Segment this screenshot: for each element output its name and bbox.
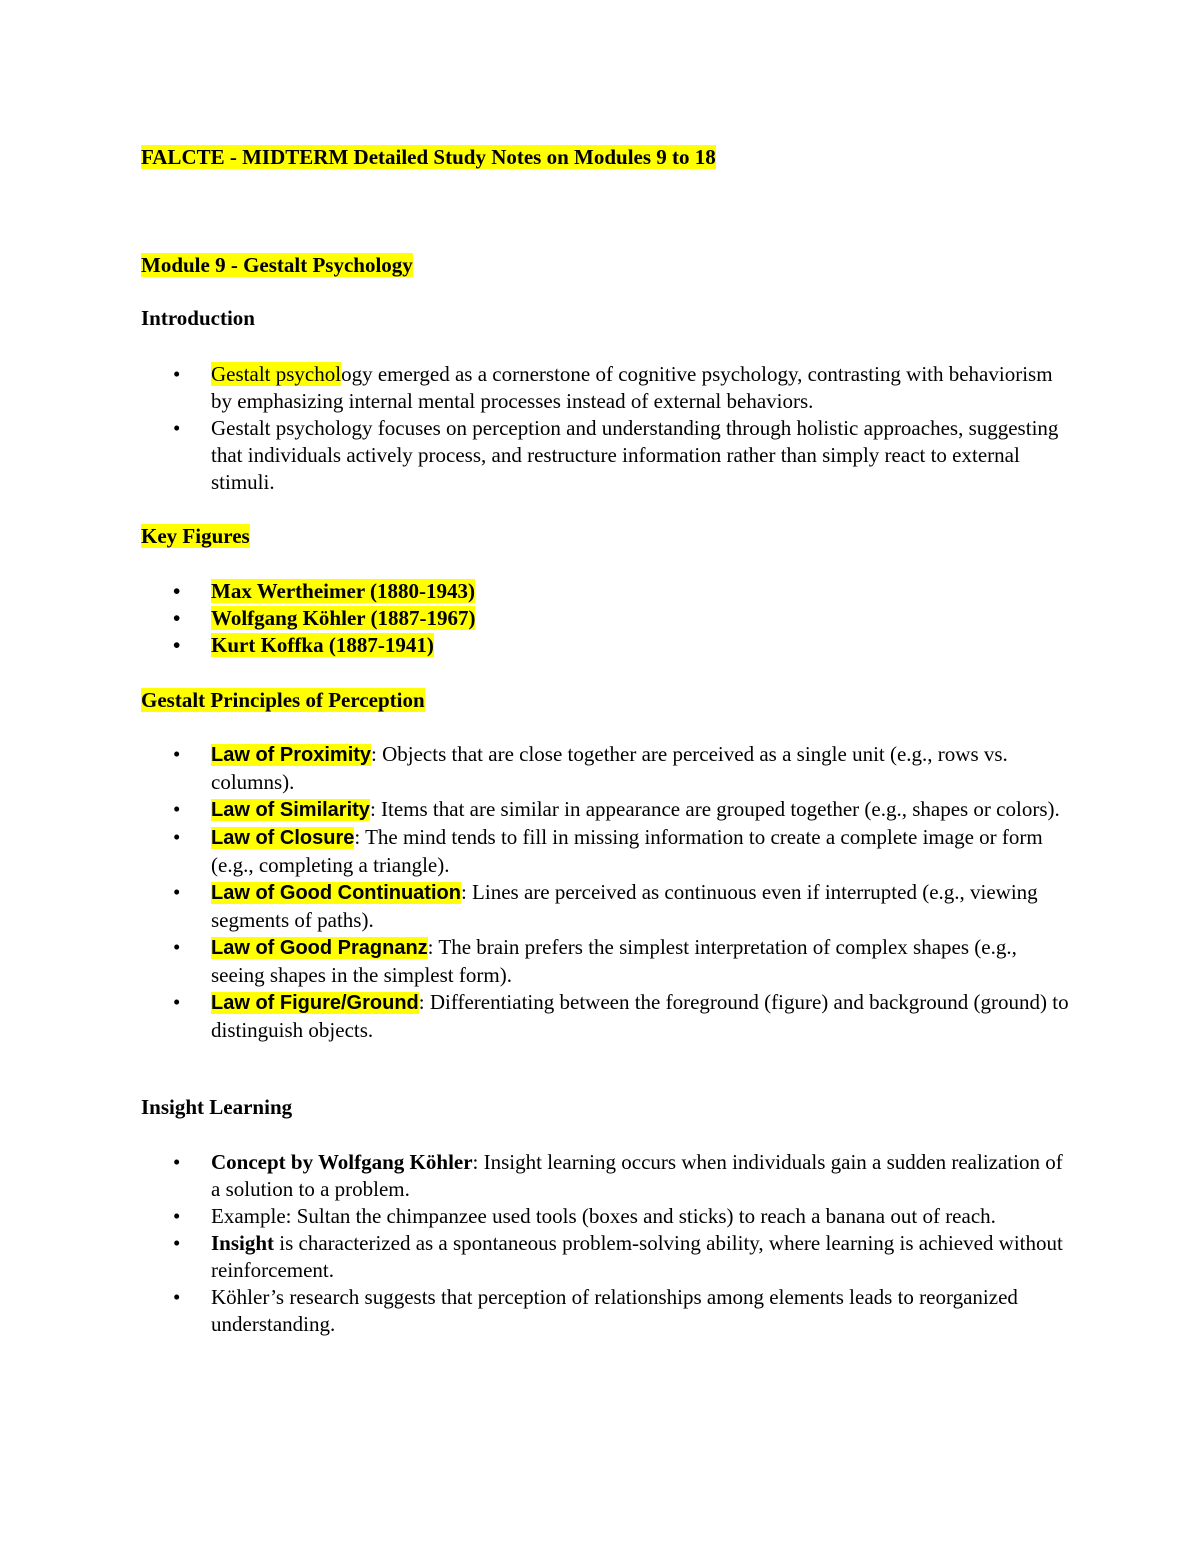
list-item: • Max Wertheimer (1880-1943) xyxy=(173,579,475,603)
key-figures-heading: Key Figures xyxy=(141,524,250,548)
bullet-icon: • xyxy=(173,990,181,1014)
intro-list xyxy=(141,361,1071,496)
insight-heading: Insight Learning xyxy=(141,1095,293,1119)
key-figures-list xyxy=(141,578,1071,659)
list-item: • Law of Similarity: Items that are similar in appearance are grouped together (e.g., shapes or colors). xyxy=(173,797,1060,821)
bullet-icon: • xyxy=(173,880,181,904)
list-item: • Wolfgang Köhler (1887-1967) xyxy=(173,606,476,630)
bullet-icon: • xyxy=(173,1150,181,1174)
principles-list xyxy=(141,741,1071,1044)
list-item: • Law of Good Continuation: Lines are perceived as continuous even if interrupted (e.g., viewing segments of paths). xyxy=(173,880,1038,932)
list-item: • Köhler’s research suggests that perception of relationships among elements leads to reorganized understanding. xyxy=(173,1285,1018,1336)
list-item: • Kurt Koffka (1887-1941) xyxy=(173,633,434,657)
list-item: • Law of Good Pragnanz: The brain prefers the simplest interpretation of complex shapes (e.g., seeing shapes in the simplest form). xyxy=(173,935,1017,987)
list-item: • Insight is characterized as a spontaneous problem-solving ability, where learning is achieved without reinforcement. xyxy=(173,1231,1063,1282)
bullet-icon: • xyxy=(173,742,181,766)
document-title: FALCTE - MIDTERM Detailed Study Notes on Modules 9 to 18 xyxy=(141,145,716,169)
module-title: Module 9 - Gestalt Psychology xyxy=(141,253,413,277)
bullet-icon: • xyxy=(173,1231,181,1255)
bullet-icon: • xyxy=(173,825,181,849)
list-item: • Law of Closure: The mind tends to fill in missing information to create a complete image or form (e.g., completing a triangle). xyxy=(173,825,1043,877)
principles-heading: Gestalt Principles of Perception xyxy=(141,688,425,712)
bullet-icon: • xyxy=(173,633,181,657)
list-item: • Concept by Wolfgang Köhler: Insight learning occurs when individuals gain a sudden realization of a solution to a problem. xyxy=(173,1150,1063,1201)
bullet-icon: • xyxy=(173,416,181,440)
insight-list xyxy=(141,1149,1071,1338)
bullet-icon: • xyxy=(173,1204,181,1228)
bullet-icon: • xyxy=(173,797,181,821)
list-item: • Gestalt psychology emerged as a cornerstone of cognitive psychology, contrasting with behaviorism by emphasizing internal mental processes instead of external behaviors. xyxy=(173,362,1053,413)
bullet-icon: • xyxy=(173,1285,181,1309)
list-item: • Example: Sultan the chimpanzee used tools (boxes and sticks) to reach a banana out of reach. xyxy=(173,1204,996,1228)
list-item: • Law of Proximity: Objects that are close together are perceived as a single unit (e.g., rows vs. columns). xyxy=(173,742,1008,794)
bullet-icon: • xyxy=(173,362,181,386)
bullet-icon: • xyxy=(173,606,181,630)
list-item: • Gestalt psychology focuses on perception and understanding through holistic approaches, suggesting that individuals actively process, and restructure information rather than simply react to external stimuli. xyxy=(173,416,1059,494)
bullet-icon: • xyxy=(173,579,181,603)
bullet-icon: • xyxy=(173,935,181,959)
intro-heading: Introduction xyxy=(141,306,255,330)
list-item: • Law of Figure/Ground: Differentiating between the foreground (figure) and background (ground) to distinguish objects. xyxy=(173,990,1069,1042)
